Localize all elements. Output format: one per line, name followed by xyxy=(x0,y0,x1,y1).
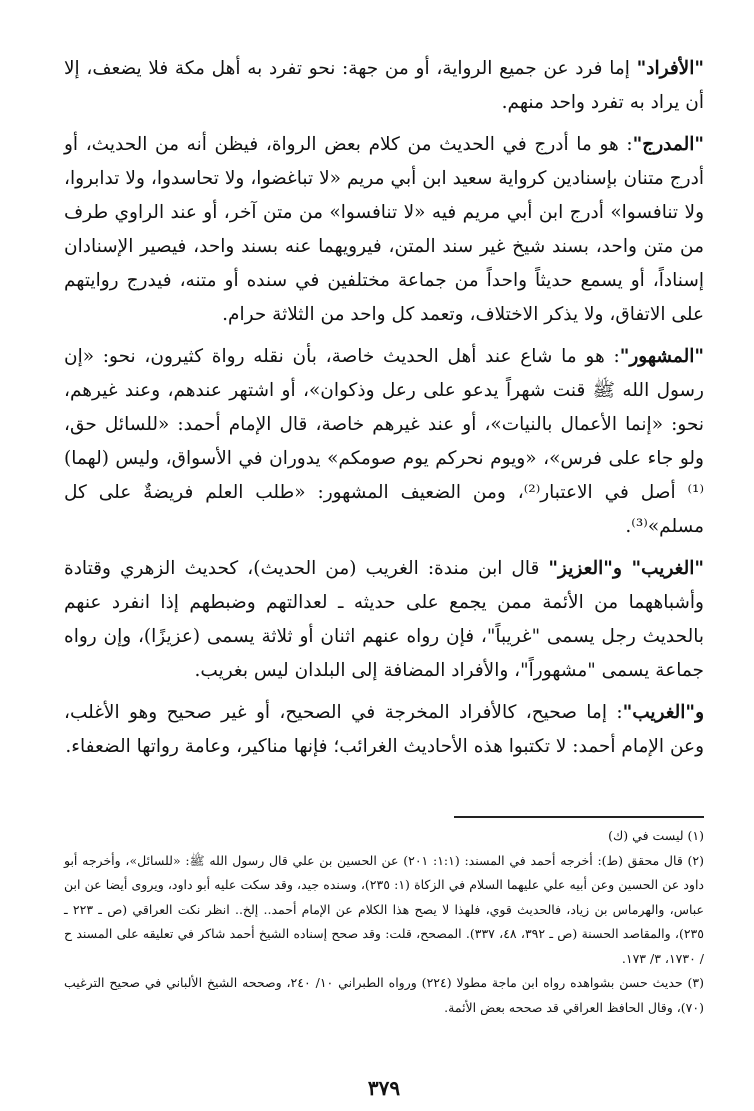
footnote-1: (١) ليست في (ك) xyxy=(608,828,704,843)
document-page xyxy=(64,52,705,1100)
footnote-divider xyxy=(454,816,704,818)
paragraph-afrad xyxy=(64,52,704,120)
term-heading: "الغريب" و"العزيز" xyxy=(548,558,704,579)
paragraph-gharib-aziz xyxy=(64,552,704,688)
footnote-3: (٣) حديث حسن بشواهده رواه ابن ماجة مطولا (٢٢٤) ورواه الطبراني ١٠/ ٢٤٠، وصححه الشيخ الألباني في صحيح الترغيب (٧٠)، وقال الحافظ العراقي قد صححه بعض الأئمة. xyxy=(64,975,705,1015)
term-heading: "الأفراد" xyxy=(636,58,704,79)
paragraph-text: : هو ما أدرج في الحديث من كلام بعض الرواة، فيظن أنه من الحديث، أو أدرج متنان بإسنادين كرواية سعيد ابن أبي مريم «لا تباغضوا، ولا تحاسدوا، ولا تدابروا، ولا تنافسوا» أدرج ابن أبي مريم فيه «لا تنافسوا» من متن آخر، أو عند الراوي طرف من متن واحد، بسند شيخ غير سند المتن، فيرويهما عنه بسند واحد، فيصير الإسنادان إسناداً، أو يسمع حديثاً واحداً من جماعة مختلفين في سنده أو متنه، فيدرج روايتهم على الاتفاق، ولا يذكر الاختلاف، وتعمد كل واحد من الثلاثة حرام. xyxy=(64,134,704,325)
paragraph-text: : هو ما شاع عند أهل الحديث خاصة، بأن نقله رواة كثيرون، نحو: «إن رسول الله ﷺ قنت شهراً يدعو على رعل وذكوان»، أو اشتهر عندهم، وعند غيرهم، نحو: «إنما الأعمال بالنيات»، أو عند غيرهم خاصة، قال الإمام أحمد: «للسائل حق، ولو جاء على فرس»، «ويوم نحركم يوم صومكم» يدوران في الأسواق، وليس (لهما)⁽¹⁾ أصل في الاعتبار⁽²⁾، ومن الضعيف المشهور: «طلب العلم فريضةٌ على كل مسلم»⁽³⁾. xyxy=(64,346,704,537)
paragraph-text: إما فرد عن جميع الرواية، أو من جهة: نحو تفرد به أهل مكة فلا يضعف، إلا أن يراد به تفرد واحد منهم. xyxy=(64,58,704,113)
paragraph-mashhur xyxy=(64,340,704,544)
term-heading: "المدرج" xyxy=(632,134,704,155)
paragraph-text: قال ابن مندة: الغريب (من الحديث)، كحديث الزهري وقتادة وأشباههما من الأئمة ممن يجمع على حديثه ـ لعدالتهم وضبطهم إذا انفرد عنهم بالحديث رجل يسمى "غريباً"، فإن رواه عنهم اثنان أو ثلاثة يسمى (عزيزًا)، وإن رواه جماعة يسمى "مشهوراً"، والأفراد المضافة إلى البلدان ليس بغريب. xyxy=(64,558,704,681)
page-number: ٣٧٩ xyxy=(367,1076,401,1100)
paragraph-mudraj xyxy=(64,128,704,332)
term-heading: و"الغريب" xyxy=(622,702,704,723)
footnote-2: (٢) قال محقق (ط): أخرجه أحمد في المسند: (١:١: ٢٠١) عن الحسين بن علي قال رسول الله ﷺ: «للسائل»، وأخرجه أبو داود عن الحسين وعن أبيه علي عليهما السلام في الزكاة (١: ٢٣٥)، وسنده جيد، وقد سكت عليه أبو داود، ويروى أيضا عن ابن عباس، والهرماس بن زياد، فالحديث قوي، فلهذا لا يصح هذا الكلام عن الإمام أحمد.. إلخ.. انظر نكت العراقي (ص ـ ٢٢٣ ـ ٢٣٥)، والمقاصد الحسنة (ص ـ ٣٩٢، ٤٨، ٣٣٧). المصحح، قلت: وقد صحح إسناده الشيخ أحمد شاكر في تعليقه على المسند ح / ١٧٣٠، ٣/ ١٧٣. xyxy=(64,852,705,966)
footnotes xyxy=(64,824,704,1020)
term-heading: "المشهور" xyxy=(619,346,704,367)
paragraph-gharib xyxy=(64,696,704,764)
paragraph-text: : إما صحيح، كالأفراد المخرجة في الصحيح، أو غير صحيح وهو الأغلب، وعن الإمام أحمد: لا تكتبوا هذه الأحاديث الغرائب؛ فإنها مناكير، وعامة رواتها الضعفاء. xyxy=(64,702,704,757)
